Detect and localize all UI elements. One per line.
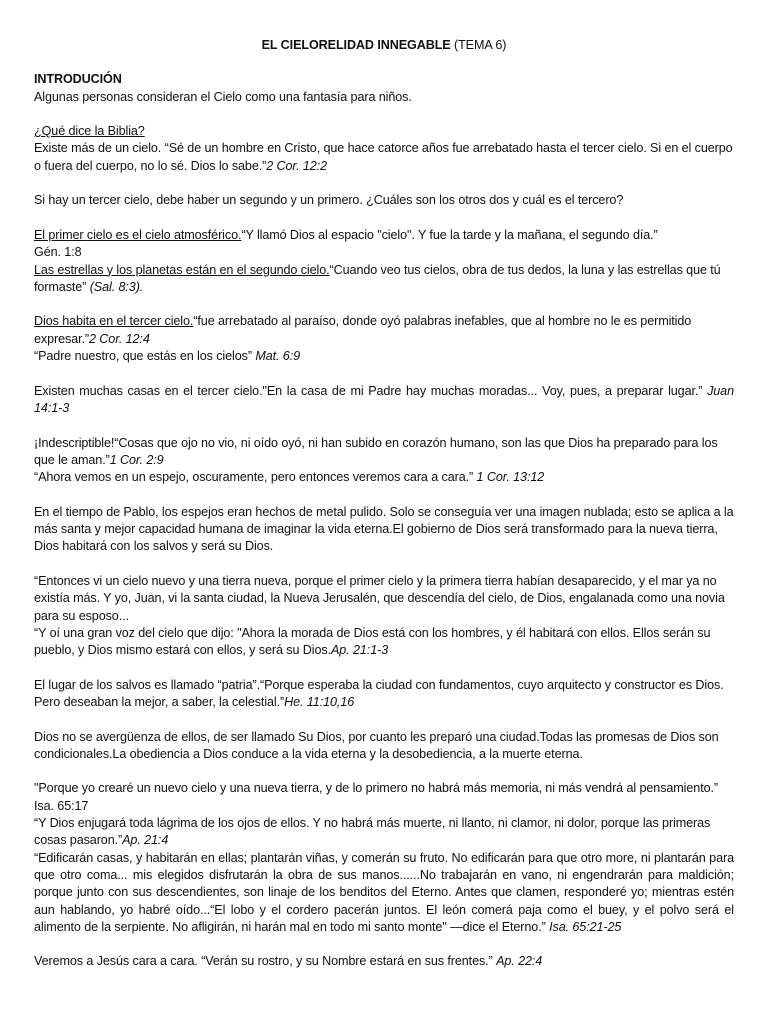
veremos-paragraph bbox=[34, 953, 734, 970]
biblia-ref: 2 Cor. 12:2 bbox=[266, 158, 327, 173]
casas-text: Existen muchas casas en el tercer cielo."En la casa de mi Padre hay muchas moradas... Voy, pues, a preparar lugar.” bbox=[34, 383, 708, 398]
primer-heading: El primer cielo es el cielo atmosférico. bbox=[34, 227, 242, 242]
isaias-text: "Porque yo crearé un nuevo cielo y una nueva tierra, y de lo primero no habrá más memoria, ni más vendrá al pensamiento.” Isa. 65:17 bbox=[34, 781, 718, 813]
nuevo-ref2: Ap. 21:1-3 bbox=[330, 643, 389, 658]
habita-heading: Dios habita en el tercer cielo. bbox=[34, 314, 194, 329]
isaias-ref2: Ap. 21:4 bbox=[122, 833, 169, 848]
title-suffix: (TEMA 6) bbox=[450, 38, 507, 52]
pablo-paragraph: En el tiempo de Pablo, los espejos eran hechos de metal pulido. Solo se conseguía ver una imagen nublada; esto se aplica a la más santa y mejor capacidad humana de imaginar la vida eterna.El gobierno de Dios será transformado para la nueva tierra, Dios habitará con los salvos y será su Dios. bbox=[34, 504, 734, 554]
casas-paragraph bbox=[34, 383, 734, 418]
biblia-text: Existe más de un cielo. “Sé de un hombre en Cristo, que hace catorce años fue arrebatado hasta el tercer cielo. Si en el cuerpo o fuera del cuerpo, no lo sé. Dios lo sabe.” bbox=[34, 141, 733, 173]
habita-ref2: Mat. 6:9 bbox=[255, 349, 301, 364]
segundo-text: “Cuando veo tus cielos, obra de tus dedos, la luna y las estrellas que tú formaste” bbox=[34, 262, 721, 294]
primer-text: “Y llamó Dios al espacio "cielo". Y fue la tarde y la mañana, el segundo día.” bbox=[241, 227, 658, 242]
habita-text: “fue arrebatado al paraíso, donde oyó palabras inefables, que al hombre no le es permitido expresar.” bbox=[34, 314, 692, 346]
indescriptible-ref: 1 Cor. 2:9 bbox=[109, 452, 164, 467]
habita-section bbox=[34, 313, 734, 365]
nuevo-text2: “Y oí una gran voz del cielo que dijo: "Ahora la morada de Dios está con los hombres, y él habitará con ellos. Ellos serán su pueblo, y Dios mismo estará con ellos, y será su Dios. bbox=[34, 625, 711, 658]
title-main: EL CIELORELIDAD INNEGABLE bbox=[261, 38, 451, 52]
indescriptible-section bbox=[34, 435, 734, 487]
isaias-text3: “Edificarán casas, y habitarán en ellas; plantarán viñas, y comerán su fruto. No edificarán para que otro more, ni plantarán para que otro coma... mis elegidos disfrutarán la obra de sus manos......No trabajarán en vano, ni engendrarán para maldición; porque junto con sus descendientes, son linaje de los benditos del Eterno. Antes que clamen, responderé yo; mientras estén aun hablando, yo habré oído...“El lobo y el cordero pacerán juntos. El león comerá paja como el buey, y el polvo será el alimento de la serpiente. No afligirán, ni harán mal en todo mi santo monte" —dice el Eterno.” bbox=[34, 850, 734, 934]
habita-ref: 2 Cor. 12:4 bbox=[89, 331, 150, 346]
tercer-paragraph: Si hay un tercer cielo, debe haber un segundo y un primero. ¿Cuáles son los otros dos y cuál es el tercero? bbox=[34, 193, 624, 208]
veremos-text: Veremos a Jesús cara a cara. “Verán su rostro, y su Nombre estará en sus frentes.” bbox=[34, 954, 497, 969]
patria-paragraph bbox=[34, 677, 734, 712]
page-title bbox=[34, 37, 734, 54]
isaias-ref3: Isa. 65:21-25 bbox=[549, 919, 622, 934]
veremos-ref: Ap. 22:4 bbox=[496, 954, 543, 969]
isaias-text2: “Y Dios enjugará toda lágrima de los ojos de ellos. Y no habrá más muerte, ni llanto, ni clamor, ni dolor, porque las primeras cosas pasaron.” bbox=[34, 816, 711, 848]
isaias-section bbox=[34, 780, 734, 936]
patria-text: El lugar de los salvos es llamado “patria”.“Porque esperaba la ciudad con fundamentos, cuyo arquitecto y constructor es Dios. Pero deseaban la mejor, a saber, la celestial.” bbox=[34, 677, 724, 709]
biblia-heading: ¿Qué dice la Biblia? bbox=[34, 124, 145, 139]
nuevo-section bbox=[34, 573, 734, 659]
segundo-heading: Las estrellas y los planetas están en el segundo cielo. bbox=[34, 262, 330, 277]
intro-heading: INTRODUCIÓN bbox=[34, 72, 122, 87]
primer-ref: Gén. 1:8 bbox=[34, 245, 82, 260]
indescriptible-text2: “Ahora vemos en un espejo, oscuramente, pero entonces veremos cara a cara.” bbox=[34, 470, 477, 485]
promesas-paragraph: Dios no se avergüenza de ellos, de ser llamado Su Dios, por cuanto les preparó una ciudad.Todas las promesas de Dios son condicionales.La obediencia a Dios conduce a la vida eterna y la desobediencia, a la muerte eterna. bbox=[34, 729, 719, 761]
casas-ref: Juan 14:1-3 bbox=[34, 383, 734, 415]
habita-text2: “Padre nuestro, que estás en los cielos” bbox=[34, 349, 256, 364]
intro-text: Algunas personas consideran el Cielo como una fantasía para niños. bbox=[34, 89, 412, 104]
intro-section bbox=[34, 71, 734, 106]
indescriptible-text: ¡Indescriptible!“Cosas que ojo no vio, ni oído oyó, ni han subido en corazón humano, son las que Dios ha preparado para los que le aman.” bbox=[34, 435, 718, 467]
segundo-ref: (Sal. 8:3). bbox=[86, 279, 144, 294]
nuevo-text: “Entonces vi un cielo nuevo y una tierra nueva, porque el primer cielo y la primera tierra habían desaparecido, y el mar ya no existía más. Y yo, Juan, vi la santa ciudad, la Nueva Jerusalén, que descendía del cielo, de Dios, engalanada como una novia para su esposo... bbox=[34, 573, 725, 623]
biblia-section bbox=[34, 123, 734, 175]
patria-ref: He. 11:10,16 bbox=[284, 694, 355, 709]
indescriptible-ref2: 1 Cor. 13:12 bbox=[476, 470, 545, 485]
cielos-section bbox=[34, 227, 734, 296]
